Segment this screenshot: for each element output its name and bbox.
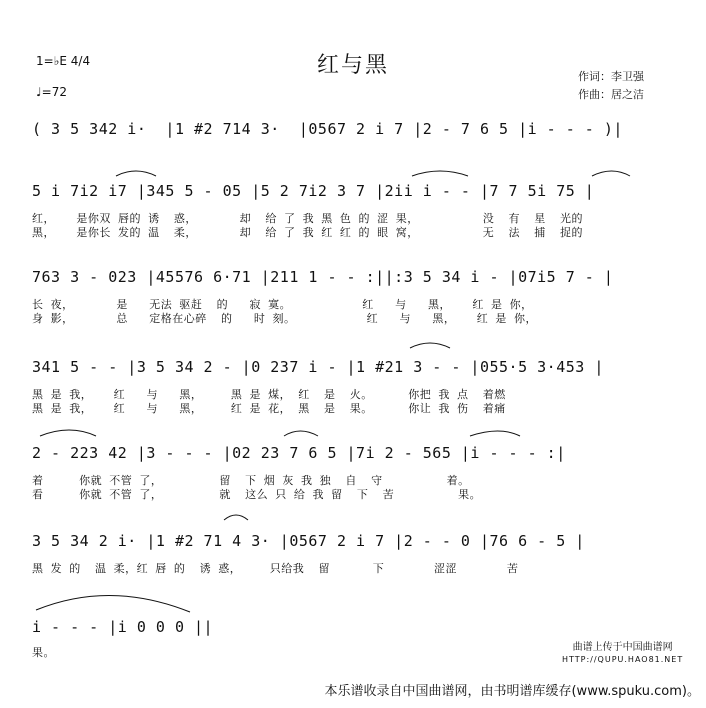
upload-note — [562, 642, 683, 666]
notes-line: 763 3 - 023 |45576 6·71 |211 1 - - :||:3 5 34 i - |07i5 7 - | — [32, 268, 614, 286]
lyric-verse-1: 红， 是你双 唇的 诱 惑， 却 给 了 我 黑 色 的 涩 果， 没 有 星 光的 — [32, 212, 584, 225]
tempo-marking: ♩=72 — [36, 85, 67, 99]
time-signature: 4/4 — [70, 54, 91, 68]
slur-mark — [592, 171, 630, 176]
lyric-verse-2: 看 你就 不管 了， 就 这么 只 给 我 留 下 苦 果。 — [32, 488, 482, 501]
notes-line: i - - - |i 0 0 0 || — [32, 618, 214, 636]
song-title: 红与黑 — [316, 53, 389, 78]
slur-mark — [470, 431, 520, 436]
lyric-verse-2: 身 影， 总 定格在心碎 的 时 刻。 红 与 黑， 红 是 你， — [32, 312, 538, 325]
notes-line: 3 5 34 2 i· |1 #2 71 4 3· |0567 2 i 7 |2 - - 0 |76 6 - 5 | — [32, 532, 585, 550]
lyric-verse-1: 果。 — [32, 646, 55, 659]
slur-mark — [116, 171, 156, 176]
key-signature: 1=♭E — [36, 54, 67, 68]
lyric-verse-1: 长 夜， 是 无法 驱赶 的 寂 寞。 红 与 黑， 红 是 你， — [32, 298, 533, 311]
lyricist: 作词：李卫强 — [578, 70, 644, 83]
composer: 作曲：居之洁 — [578, 88, 644, 101]
lyric-verse-2: 黑， 是你长 发的 温 柔， 却 给 了 我 红 红 的 眼 窝， 无 法 捕 捉的 — [32, 226, 584, 239]
slur-mark — [284, 431, 318, 436]
notes-line: ( 3 5 342 i· |1 #2 714 3· |0567 2 i 7 |2 - 7 6 5 |i - - - )| — [32, 120, 623, 138]
page-footer: 本乐谱收录自中国曲谱网，由书明谱库缓存(www.spuku.com)。 — [324, 684, 700, 699]
slur-mark — [412, 171, 468, 176]
lyric-verse-2: 黑 是 我， 红 与 黑， 红 是 花， 黑 是 果。 你让 我 伤 着痛 — [32, 402, 506, 415]
lyric-verse-1: 黑 发 的 温 柔，红 唇 的 诱 惑， 只给我 留 下 涩涩 苦 — [32, 562, 519, 575]
slur-mark — [224, 515, 248, 520]
slur-mark — [36, 595, 190, 612]
slur-mark — [40, 430, 96, 436]
notes-line: 341 5 - - |3 5 34 2 - |0 237 i - |1 #21 3 - - |055·5 3·453 | — [32, 358, 604, 376]
notes-line: 5 i 7i2 i7 |345 5 - 05 |5 2 7i2 3 7 |2ii i - - |7 7 5i 75 | — [32, 182, 595, 200]
upload-url: HTTP://QUPU.HAO81.NET — [562, 655, 684, 664]
lyric-verse-1: 着 你就 不管 了， 留 下 烟 灰 我 独 自 守 着。 — [32, 474, 470, 487]
notes-line: 2 - 223 42 |3 - - - |02 23 7 6 5 |7i 2 - 565 |i - - - :| — [32, 444, 566, 462]
lyric-verse-1: 黑 是 我， 红 与 黑， 黑 是 煤， 红 是 火。 你把 我 点 着燃 — [32, 388, 506, 401]
upload-note-text: 曲谱上传于中国曲谱网 — [572, 642, 673, 653]
slur-mark — [410, 343, 450, 348]
